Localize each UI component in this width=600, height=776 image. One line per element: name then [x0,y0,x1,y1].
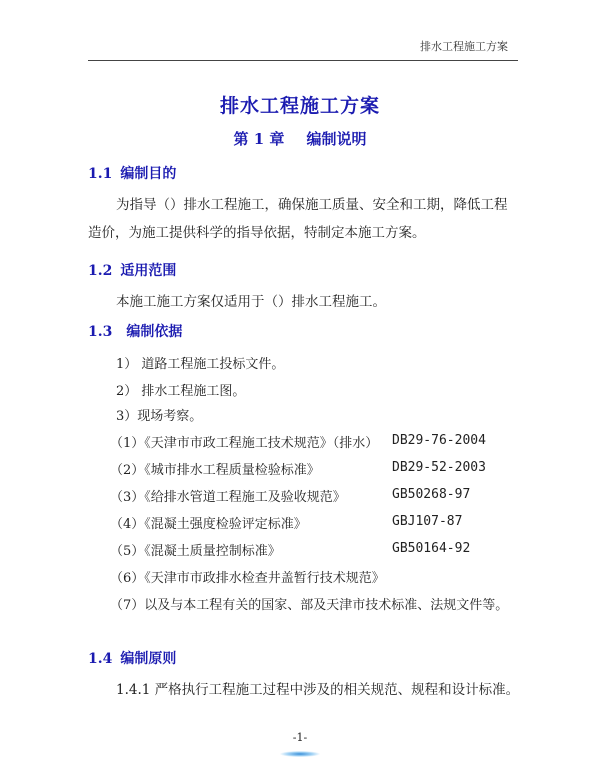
standard-name: （2）《城市排水工程质量检验标准》 [110,463,320,478]
section-title: 编制依据 [126,324,183,340]
section-heading-1-4 [88,648,176,668]
standard-code: GB50268-97 [392,487,471,502]
standard-name: （5）《混凝土质量控制标准》 [110,544,281,559]
standard-code: DB29-76-2004 [392,433,486,448]
principle-text: 1.4.1 严格执行工程施工过程中涉及的相关规范、规程和设计标准。 [116,682,520,698]
footer-decoration [280,751,320,757]
section-title: 适用范围 [120,263,177,279]
chapter-name: 编制说明 [306,130,367,148]
standard-code: GB50164-92 [392,541,471,556]
chapter-heading [0,128,600,149]
basis-item: 1） 道路工程施工投标文件。 [116,357,285,372]
standard-name: （6）《天津市市政排水检查井盖暂行技术规范》 [110,571,385,586]
scope-text: 本施工施工方案仅适用于（）排水工程施工。 [116,294,386,310]
standard-name: （7）以及与本工程有关的国家、部及天津市技术标准、法规文件等。 [110,598,509,613]
page-footer [0,731,600,757]
section-number: 1.1 [88,166,113,182]
standard-name: （1）《天津市市政工程施工技术规范》（排水） [110,436,379,451]
purpose-line-1: 为指导（）排水工程施工，确保施工质量、安全和工期，降低工程 [116,197,508,213]
section-heading-1-1 [88,163,176,183]
section-title: 编制目的 [120,166,177,182]
section-number: 1.2 [88,263,113,279]
header-divider [88,60,518,61]
section-number: 1.3 [88,324,113,340]
section-title: 编制原则 [120,651,177,667]
page-number: -1- [292,731,308,744]
standard-code: GBJ107-87 [392,514,463,529]
document-title: 排水工程施工方案 [219,95,380,117]
standard-code: DB29-52-2003 [392,460,486,475]
basis-item: 2） 排水工程施工图。 [116,384,246,399]
standard-name: （3）《给排水管道工程施工及验收规范》 [110,490,346,505]
purpose-line-2: 造价，为施工提供科学的指导依据，特制定本施工方案。 [88,225,426,241]
section-heading-1-3 [88,321,182,341]
chapter-number: 第 1 章 [233,130,285,148]
section-heading-1-2 [88,260,176,280]
running-header: 排水工程施工方案 [420,40,508,53]
section-number: 1.4 [88,651,113,667]
basis-item: 3）现场考察。 [116,409,203,424]
standard-name: （4）《混凝土强度检验评定标准》 [110,517,307,532]
